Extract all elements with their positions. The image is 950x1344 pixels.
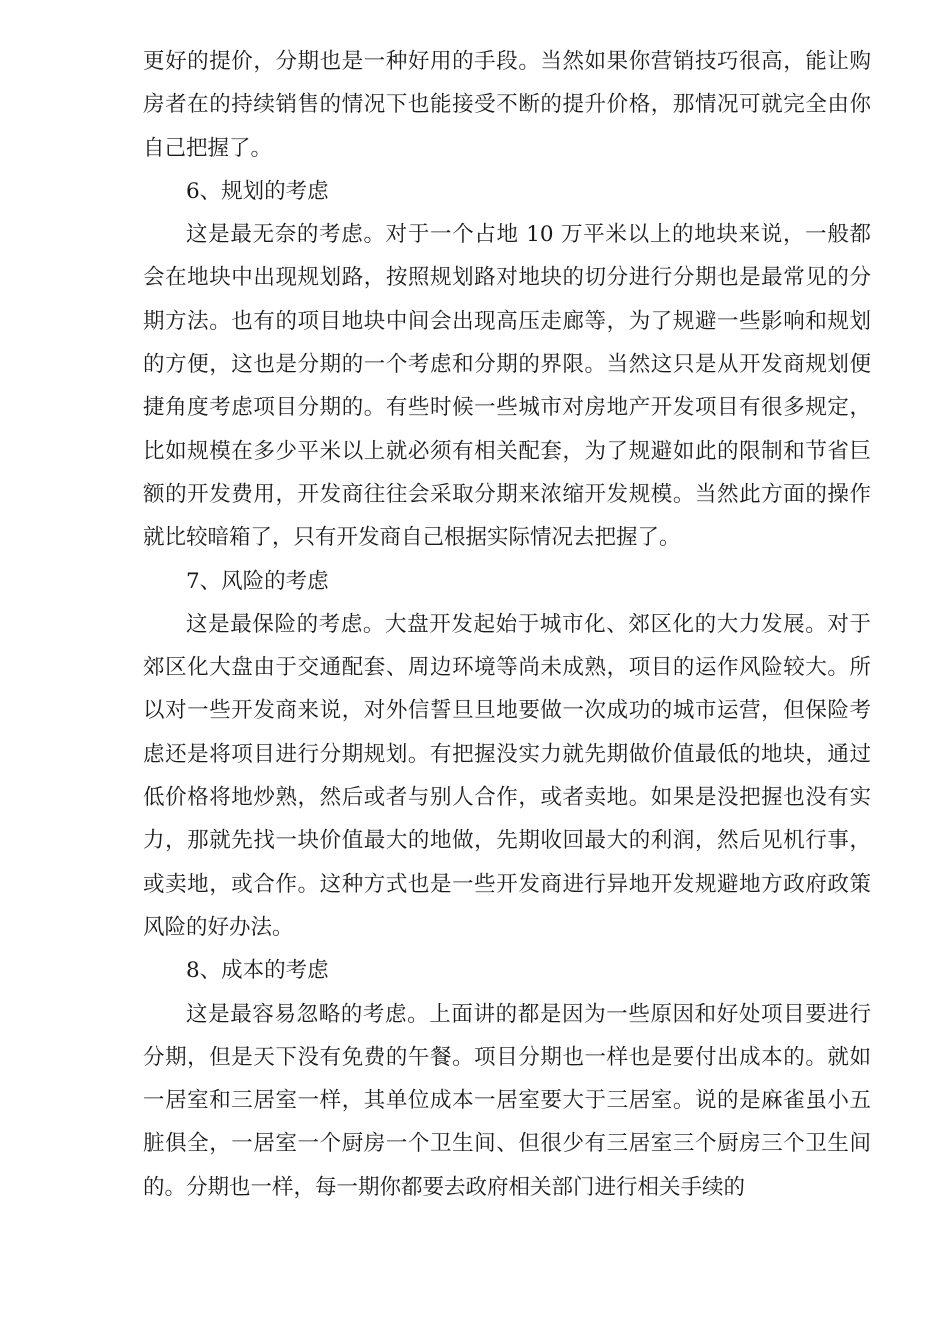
heading-risk: 7、风险的考虑 <box>186 568 329 594</box>
paragraph-planning: 这是最无奈的考虑。对于一个占地 10 万平米以上的地块来说，一般都会在地块中出现规划路，按照规划路对地块的切分进行分期也是最常见的分期方法。也有的项目地块中间会出现高压走廊等，为了规避一些影响和规划的方便，这也是分期的一个考虑和分期的界限。当然这只是从开发商规划便捷角度考虑项目分期的。有些时候一些城市对房地产开发项目有很多规定，比如规模在多少平米以上就必须有相关配套，为了规避如此的限制和节省巨额的开发费用，开发商往往会采取分期来浓缩开发规模。当然此方面的操作就比较暗箱了，只有开发商自己根据实际情况去把握了。 <box>143 222 871 551</box>
paragraph-cost: 这是最容易忽略的考虑。上面讲的都是因为一些原因和好处项目要进行分期，但是天下没有免费的午餐。项目分期也一样也是要付出成本的。就如一居室和三居室一样，其单位成本一居室要大于三居室。说的是麻雀虽小五脏俱全，一居室一个厨房一个卫生间、但很少有三居室三个厨房三个卫生间的。分期也一样，每一期你都要去政府相关部门进行相关手续的 <box>143 1001 871 1200</box>
paragraph-pricing-continued: 更好的提价，分期也是一种好用的手段。当然如果你营销技巧很高，能让购房者在的持续销售的情况下也能接受不断的提升价格，那情况可就完全由你自己把握了。 <box>143 49 871 161</box>
document-page <box>143 40 871 1209</box>
heading-planning: 6、规划的考虑 <box>186 178 329 204</box>
heading-cost: 8、成本的考虑 <box>186 958 329 984</box>
paragraph-risk: 这是最保险的考虑。大盘开发起始于城市化、郊区化的大力发展。对于郊区化大盘由于交通配套、周边环境等尚未成熟，项目的运作风险较大。所以对一些开发商来说，对外信誓旦旦地要做一次成功的城市运营，但保险考虑还是将项目进行分期规划。有把握没实力就先期做价值最低的地块，通过低价格将地炒熟，然后或者与别人合作，或者卖地。如果是没把握也没有实力，那就先找一块价值最大的地做，先期收回最大的利润，然后见机行事，或卖地，或合作。这种方式也是一些开发商进行异地开发规避地方政府政策风险的好办法。 <box>143 611 871 940</box>
